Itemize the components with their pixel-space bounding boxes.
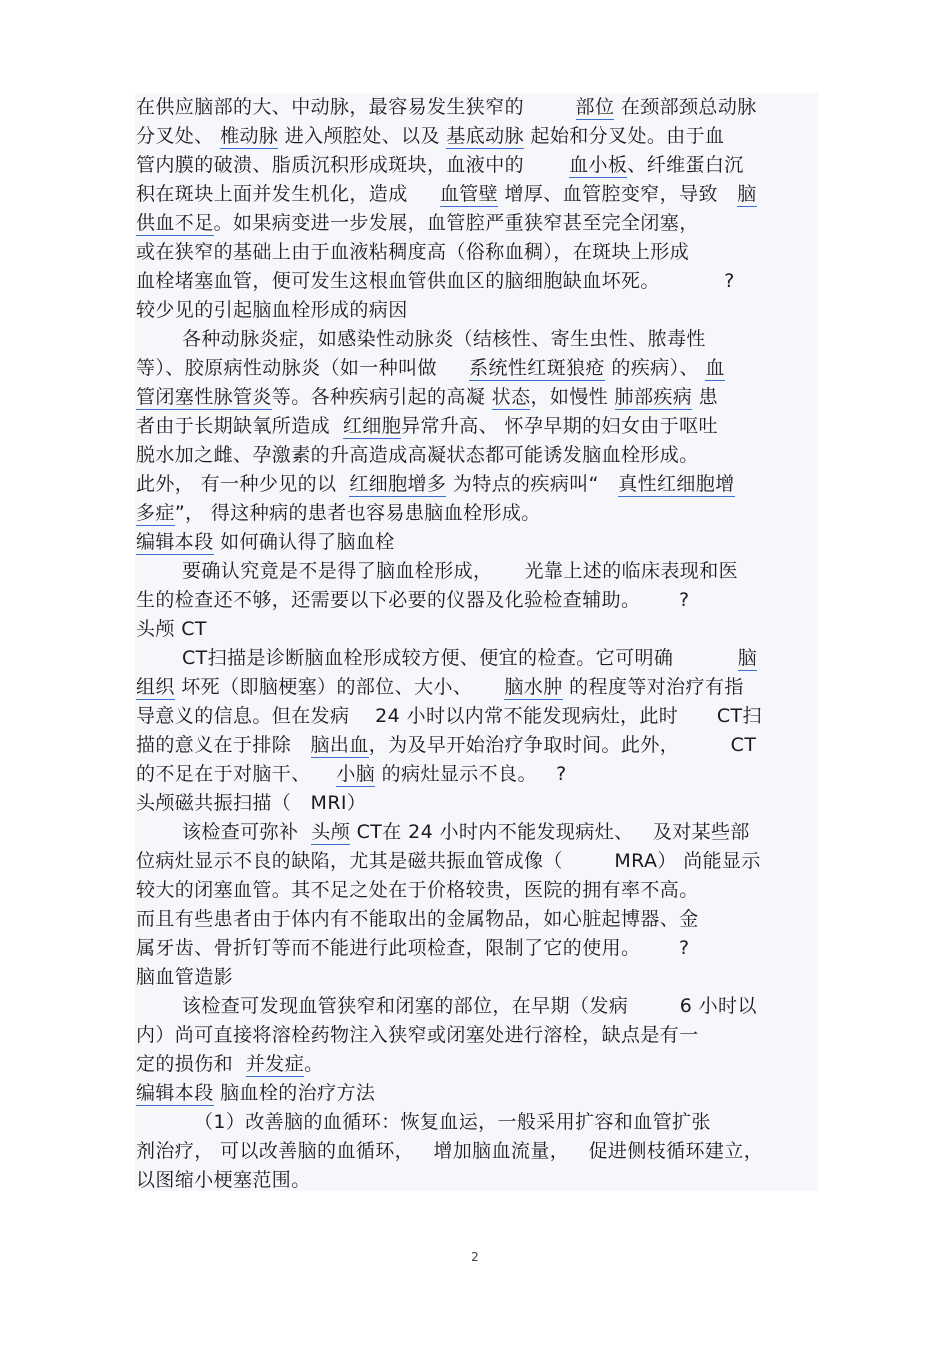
text-line: 或在狭窄的基础上由于血液粘稠度高（俗称血稠），在斑块上形成: [136, 241, 690, 263]
link-hongxibao[interactable]: 红细胞: [342, 415, 402, 437]
link-sle[interactable]: 系统性红斑狼疮: [469, 357, 605, 379]
text-line: 脱水加之雌、孕激素的升高造成高凝状态都可能诱发脑血栓形成。: [136, 444, 699, 466]
edit-section-link-2[interactable]: 编辑本段: [136, 1082, 214, 1104]
link-xiaonao[interactable]: 小脑: [336, 763, 376, 785]
text-line: 描的意义在于排除 脑出血，为及早开始治疗争取时间。此外， CT: [136, 734, 757, 756]
link-xue[interactable]: 血: [705, 357, 725, 379]
section-subheading: 脑血管造影: [136, 966, 234, 988]
link-zhuangtai[interactable]: 状态: [491, 386, 531, 408]
text-line: 积在斑块上面并发生机化，造成 血管壁 增厚、血管腔变窄，导致 脑: [136, 183, 757, 205]
text-line: 定的损伤和 并发症。: [136, 1053, 324, 1075]
text-line: 内）尚可直接将溶栓药物注入狭窄或闭塞处进行溶栓，缺点是有一: [136, 1024, 699, 1046]
text-line: 者由于长期缺氧所造成 红细胞异常升高、 怀孕早期的妇女由于呕吐: [136, 415, 718, 437]
link-feibu[interactable]: 肺部疾病: [614, 386, 693, 408]
text-line: 的不足在于对脑干、 小脑 的病灶显示不良。 ?: [136, 763, 567, 785]
link-nao[interactable]: 脑: [737, 183, 757, 205]
text-line: 属牙齿、骨折钉等而不能进行此项检查，限制了它的使用。 ?: [136, 937, 690, 959]
text-line: 导意义的信息。但在发病 24 小时以内常不能发现病灶，此时 CT扫: [136, 705, 762, 727]
text-line: 供血不足。如果病变进一步发展，血管腔严重狭窄甚至完全闭塞，: [136, 212, 699, 234]
text-line: 要确认究竟是不是得了脑血栓形成， 光靠上述的临床表现和医: [182, 560, 739, 582]
section-heading: 编辑本段 脑血栓的治疗方法: [136, 1082, 376, 1104]
link-zhenxing[interactable]: 真性红细胞增: [618, 473, 735, 495]
link-xueguanbi[interactable]: 血管壁: [439, 183, 499, 205]
link-jididongmai[interactable]: 基底动脉: [446, 125, 524, 147]
link-bingfazheng[interactable]: 并发症: [245, 1053, 305, 1075]
link-tou[interactable]: 头颅: [311, 821, 351, 843]
text-line: 组织 坏死（即脑梗塞）的部位、大小、 脑水肿 的程度等对治疗有指: [136, 676, 744, 698]
page-number: 2: [471, 1250, 479, 1264]
link-zuzhi[interactable]: 组织: [136, 676, 175, 698]
text-line: 而且有些患者由于体内有不能取出的金属物品，如心脏起博器、金: [136, 908, 699, 930]
edit-section-link[interactable]: 编辑本段: [136, 531, 214, 553]
text-line: （1）改善脑的血循环：恢复血运，一般采用扩容和血管扩张: [194, 1111, 711, 1133]
text-line: 血栓堵塞血管，便可发生这根血管供血区的脑细胞缺血坏死。 ?: [136, 270, 735, 292]
text-line: CT扫描是诊断脑血栓形成较方便、便宜的检查。它可明确 脑: [182, 647, 758, 669]
link-nao-2[interactable]: 脑: [737, 647, 758, 669]
text-line: 多症”， 得这种病的患者也容易患脑血栓形成。: [136, 502, 541, 524]
text-line: 剂治疗， 可以改善脑的血循环， 增加脑血流量， 促进侧枝循环建立，: [136, 1140, 764, 1162]
section-heading: 编辑本段 如何确认得了脑血栓: [136, 531, 395, 553]
section-subheading: 较少见的引起脑血栓形成的病因: [136, 299, 408, 321]
text-line: 该检查可弥补 头颅 CT在 24 小时内不能发现病灶、 及对某些部: [182, 821, 750, 843]
text-line: 生的检查还不够，还需要以下必要的仪器及化验检查辅助。 ?: [136, 589, 690, 611]
text-line: 管内膜的破溃、脂质沉积形成斑块，血液中的 血小板、纤维蛋白沉: [136, 154, 744, 176]
link-buwei[interactable]: 部位: [575, 96, 615, 118]
text-line: 各种动脉炎症，如感染性动脉炎（结核性、寄生虫性、脓毒性: [182, 328, 706, 350]
link-xuexiaoban[interactable]: 血小板: [569, 154, 628, 176]
text-line: 等）、胶原病性动脉炎（如一种叫做 系统性红斑狼疮 的疾病）、 血: [136, 357, 725, 379]
link-naochuxue[interactable]: 脑出血: [310, 734, 369, 756]
section-subheading: 头颅磁共振扫描（ MRI）: [136, 792, 367, 814]
text-line: 以图缩小梗塞范围。: [136, 1169, 311, 1191]
link-zhuidongmai[interactable]: 椎动脉: [220, 125, 279, 147]
text-line: 管闭塞性脉管炎等。各种疾病引起的高凝 状态，如慢性 肺部疾病 患: [136, 386, 719, 408]
text-line: 此外， 有一种少见的以 红细胞增多 为特点的疾病叫“ 真性红细胞增: [136, 473, 735, 495]
link-maiguanyan[interactable]: 管闭塞性脉管炎: [136, 386, 272, 408]
section-subheading: 头颅 CT: [136, 618, 207, 640]
text-line: 位病灶显示不良的缺陷，尤其是磁共振血管成像（ MRA） 尚能显示: [136, 850, 761, 872]
text-line: 分叉处、 椎动脉 进入颅腔处、以及 基底动脉 起始和分叉处。由于血: [136, 125, 725, 147]
link-duozheng[interactable]: 多症: [136, 502, 175, 524]
text-line: 该检查可发现血管狭窄和闭塞的部位，在早期（发病 6 小时以: [182, 995, 757, 1017]
link-hongxibaozengduo[interactable]: 红细胞增多: [349, 473, 447, 495]
link-gongxuebuzu[interactable]: 供血不足: [136, 212, 214, 234]
text-line: 在供应脑部的大、中动脉，最容易发生狭窄的 部位 在颈部颈总动脉: [136, 96, 757, 118]
text-line: 较大的闭塞血管。其不足之处在于价格较贵，医院的拥有率不高。: [136, 879, 699, 901]
link-naoshuizhong[interactable]: 脑水肿: [504, 676, 563, 698]
